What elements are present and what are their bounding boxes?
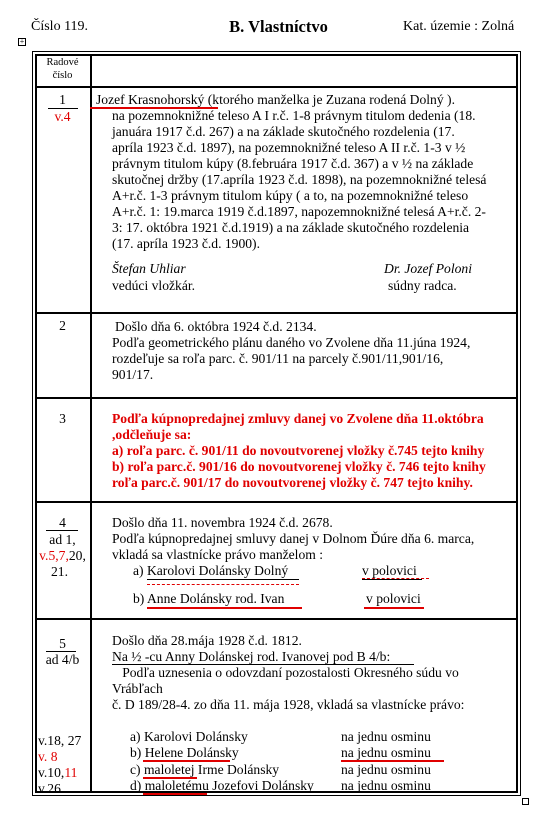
row-separator	[35, 312, 518, 314]
red-underline	[147, 607, 302, 609]
row-number-underline	[46, 530, 78, 531]
entry-line: rozdeľuje sa roľa parc. č. 901/11 na parcely č.901/11,901/16,	[112, 351, 444, 366]
row-number: 5	[59, 636, 66, 651]
heir-name: a) Karolovi Dolánsky	[130, 729, 248, 744]
row-number: 1	[59, 92, 66, 107]
signature-role: súdny radca.	[388, 278, 457, 293]
heir-name: d) maloletému Jozefovi Dolánsky	[130, 778, 314, 793]
owner-b-share: v polovici	[366, 591, 421, 606]
entry-line: Podľa geometrického plánu daného vo Zvolene dňa 11.júna 1924,	[112, 335, 471, 350]
entry-line: A+r.č. 1-3 právnym titulom kúpy ( a to, na pozemnoknižné teleso	[112, 188, 469, 203]
table-resize-handle-icon[interactable]	[522, 798, 529, 805]
entry-line: apríla 1923 č.d. 1897), na pozemnoknižné teleso A II r.č. 1-3 v ½	[112, 140, 466, 155]
document-number: Číslo 119.	[31, 19, 89, 34]
entry-line: skutočnej držby (17.apríla 1923 č.d. 1898), na pozemnoknižné telesá	[112, 172, 487, 187]
entry-line: b) roľa parc.č. 901/16 do novoutvorenej vložky č. 746 tejto knihy	[112, 459, 486, 474]
column-divider	[90, 54, 92, 793]
entry-line: Podľa kúpnopredajnej smluvy danej v Dolnom Ďúre dňa 6. marca,	[112, 531, 475, 546]
heir-share: na jednu osminu	[341, 778, 431, 793]
heir-name: c) maloletej Irme Dolánsky	[130, 762, 280, 777]
row-number: 4	[59, 515, 66, 530]
column-header	[35, 56, 90, 82]
page-title: B. Vlastníctvo	[229, 17, 328, 36]
entry-line: Došlo dňa 6. októbra 1924 č.d. 2134.	[115, 319, 317, 334]
entry-line: na pozemnoknižné teleso A I r.č. 1-8 právnym titulom dedenia (18.	[112, 108, 476, 123]
row-reference: ad 1,	[49, 532, 76, 547]
red-dashed-underline	[147, 584, 299, 585]
entry-line: Došlo dňa 28.mája 1928 č.d. 1812.	[112, 633, 302, 648]
heir-share: na jednu osminu	[341, 762, 431, 777]
column-header-line: Radové	[46, 57, 79, 68]
volume-references	[35, 548, 90, 564]
entry-line: Vrábľach	[112, 681, 163, 696]
volume-reference: 20,	[68, 548, 86, 563]
volume-reference-red: v. 8	[38, 749, 58, 764]
cadastral-area: Kat. územie : Zolná	[403, 19, 515, 34]
volume-reference: v.4	[54, 109, 71, 124]
volume-references	[38, 733, 81, 797]
volume-reference-red: v.5,7,	[39, 548, 69, 563]
heir-share: na jednu osminu	[341, 729, 431, 744]
column-header-line: číslo	[52, 70, 73, 81]
signature-name: Štefan Uhliar	[112, 261, 186, 276]
signature-name: Dr. Jozef Poloni	[384, 261, 472, 276]
row-number: 2	[59, 318, 66, 333]
volume-reference-line	[38, 781, 81, 797]
entry-line: januára 1917 č.d. 267) a na základe skutočného rozdelenia (17.	[112, 124, 455, 139]
entry-line: Podľa uznesenia o odovzdaní pozostalosti Okresného súdu vo	[112, 665, 459, 680]
volume-reference: v.26	[38, 781, 61, 796]
volume-reference-red: 11	[64, 765, 78, 780]
heir-share: na jednu osminu	[341, 745, 431, 760]
entry-line: Na ½ -cu Anny Dolánskej rod. Ivanovej pod B 4/b:	[112, 649, 391, 664]
red-dashed-underline	[362, 578, 429, 579]
owner-underline	[147, 579, 299, 580]
heir-name: b) Helene Dolánsky	[130, 745, 239, 760]
owner-b: b) Anne Dolánsky rod. Ivan	[133, 591, 285, 606]
volume-reference-line	[38, 765, 81, 781]
entry-line: roľa parc.č. 901/17 do novoutvorenej vložky č. 747 tejto knihy.	[112, 475, 473, 490]
entry-line: právnym titulom kúpy (8.februára 1917 č.d. 367) a v ½ na základe	[112, 156, 474, 171]
entry-line: Podľa kúpnopredajnej zmluvy danej vo Zvolene dňa 11.októbra	[112, 411, 484, 426]
red-underline	[143, 793, 207, 795]
owner-underline	[362, 579, 422, 580]
entry-line: 3: 17. októbra 1921 č.d.1919) a na základe skutočného rozdelenia	[112, 220, 470, 235]
entry-line: ,odčleňuje sa:	[112, 427, 192, 442]
volume-reference: v.18, 27	[38, 733, 82, 748]
entry-line: vkladá sa vlastnícke právo manželom :	[112, 547, 324, 562]
volume-reference: 21.	[51, 564, 68, 579]
row-number: 3	[59, 411, 66, 426]
row-separator	[35, 86, 518, 88]
entry-line: A+r.č. 1: 19.marca 1919 č.d.1897, napozemnoknižné telesá A+r.č. 2-	[112, 204, 486, 219]
entry-line: a) roľa parc. č. 901/11 do novoutvorenej vložky č.745 tejto knihy	[112, 443, 485, 458]
entry-line: 901/17.	[112, 367, 154, 382]
row-separator	[35, 397, 518, 399]
owner-a: a) Karolovi Dolánsky Dolný	[133, 563, 289, 578]
table-move-handle-icon[interactable]: +	[19, 37, 25, 46]
volume-reference-line	[38, 733, 81, 749]
volume-reference: v.10,	[38, 765, 65, 780]
signature-role: vedúci vložkár.	[112, 278, 196, 293]
row-separator	[35, 618, 518, 620]
owner-a-share: v polovici	[362, 563, 417, 578]
entry-line: Došlo dňa 11. novembra 1924 č.d. 2678.	[112, 515, 333, 530]
row-separator	[35, 501, 518, 503]
entry-line: (17. apríla 1923 č.d. 1900).	[112, 236, 260, 251]
row-reference: ad 4/b	[45, 652, 80, 667]
entry-line: č. D 189/28-4. zo dňa 11. mája 1928, vkladá sa vlastnícke právo:	[112, 697, 465, 712]
volume-reference-line	[38, 749, 81, 765]
entry-line: Jozef Krasnohorský (ktorého manželka je Zuzana rodená Dolný ).	[96, 92, 455, 107]
red-underline	[364, 607, 424, 609]
